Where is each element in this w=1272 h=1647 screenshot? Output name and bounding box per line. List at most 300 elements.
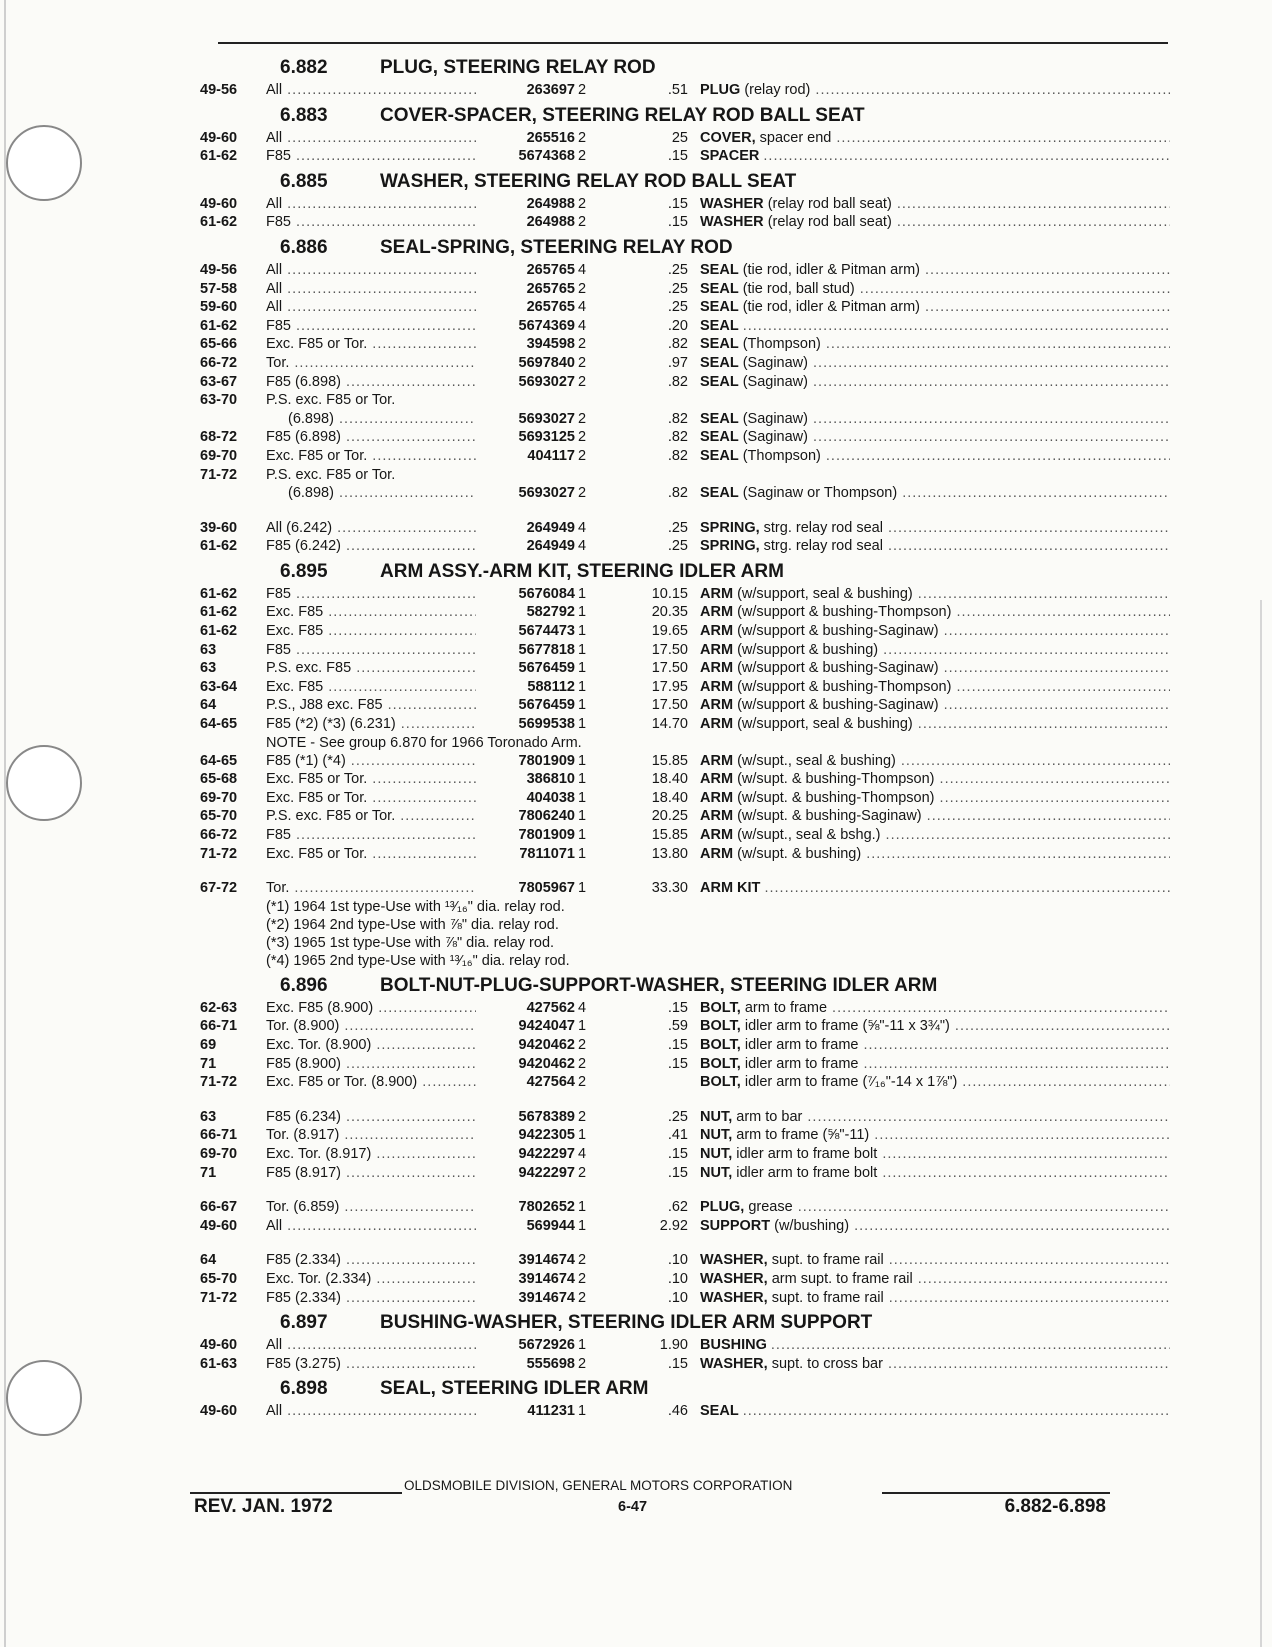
part-number: 7801909: [476, 752, 575, 771]
part-detail: idler arm to frame (⁷⁄₁₆"-14 x 1⅞"): [744, 1074, 958, 1091]
part-number: 9422297: [476, 1164, 575, 1183]
catalog-row: [200, 261, 1170, 280]
part-name: NUT,: [700, 1164, 733, 1181]
part-number: 427564: [476, 1073, 575, 1092]
part-detail: arm to frame: [744, 999, 828, 1016]
price: 13.80: [651, 845, 688, 862]
quantity: 2: [578, 1036, 587, 1053]
quantity: 1: [578, 716, 587, 733]
part-description: [700, 845, 1170, 864]
price: .25: [667, 538, 688, 555]
quantity: 1: [578, 845, 587, 862]
part-name: SEAL: [700, 354, 739, 371]
model-years: 69: [200, 1036, 217, 1053]
application: Tor. .....: [266, 879, 481, 898]
model-years: 57-58: [200, 280, 238, 297]
price: .25: [667, 261, 688, 278]
section-title: WASHER, STEERING RELAY ROD BALL SEAT: [380, 170, 797, 192]
price: 18.40: [651, 771, 688, 788]
part-detail: arm to bar: [736, 1108, 803, 1125]
quantity: 2: [578, 373, 587, 390]
part-number: 5674368: [476, 147, 575, 166]
part-number: 5674369: [476, 317, 575, 336]
part-name: WASHER,: [700, 1270, 768, 1287]
section-header: [200, 169, 1170, 195]
catalog-row: [200, 391, 1170, 410]
part-name: BOLT,: [700, 999, 741, 1016]
catalog-row: [200, 484, 1170, 503]
part-number: 427562: [476, 999, 575, 1018]
price: 25: [671, 129, 688, 146]
part-detail: (Saginaw or Thompson): [742, 485, 898, 502]
page-edge: [1260, 600, 1262, 1647]
application: F85 (8.917) .....: [266, 1164, 481, 1183]
part-description: [700, 1036, 1170, 1055]
part-description: [700, 213, 1170, 232]
price: .10: [667, 1252, 688, 1269]
section-title: BOLT-NUT-PLUG-SUPPORT-WASHER, STEERING IDLER ARM: [380, 974, 938, 996]
part-detail: (relay rod ball seat): [767, 195, 892, 212]
part-number: 7802652: [476, 1198, 575, 1217]
price: 2.92: [659, 1217, 688, 1234]
catalog-row: [200, 585, 1170, 604]
model-years: 49-56: [200, 261, 238, 278]
application: All .....: [266, 195, 481, 214]
catalog-row: [200, 1402, 1170, 1421]
quantity: 2: [578, 82, 587, 98]
part-name: WASHER: [700, 195, 764, 212]
quantity: 1: [578, 1337, 587, 1354]
part-number: 5677818: [476, 641, 575, 660]
catalog-row: [200, 81, 1170, 100]
quantity: 1: [578, 585, 587, 602]
row-gap: [200, 1092, 1170, 1108]
application: F85 (8.900) .....: [266, 1055, 481, 1074]
application: Exc. Tor. (2.334) .....: [266, 1270, 481, 1289]
part-description: [700, 1055, 1170, 1074]
quantity: 1: [578, 827, 587, 843]
model-years: 67-72: [200, 880, 238, 897]
part-name: ARM: [700, 678, 734, 695]
price: .15: [667, 214, 688, 231]
model-years: 61-63: [200, 1355, 238, 1372]
catalog-row: [200, 1055, 1170, 1074]
part-description: [700, 585, 1170, 604]
catalog-row: [200, 1164, 1170, 1183]
part-description: [700, 1402, 1170, 1421]
price: .82: [667, 373, 688, 390]
application: Exc. F85 or Tor. .....: [266, 770, 481, 789]
quantity: 1: [578, 1018, 587, 1035]
application: F85 .....: [266, 147, 481, 166]
catalog-row: [200, 537, 1170, 556]
part-name: ARM: [700, 697, 734, 714]
price: .59: [667, 1018, 688, 1035]
part-name: SEAL: [700, 280, 739, 297]
price: .41: [667, 1127, 688, 1144]
part-description: [700, 428, 1170, 447]
part-detail: (w/supt. & bushing-Saginaw): [737, 808, 922, 825]
quantity: 1: [578, 789, 587, 806]
price: .25: [667, 1108, 688, 1125]
model-years: 49-60: [200, 1217, 238, 1234]
catalog-row: [200, 641, 1170, 660]
model-years: 66-72: [200, 827, 238, 843]
part-description: [700, 696, 1170, 715]
part-number: 265516: [476, 129, 575, 148]
quantity: 2: [578, 1289, 587, 1306]
part-name: ARM: [700, 752, 734, 769]
quantity: 2: [578, 1252, 587, 1269]
part-number: 7811071: [476, 845, 575, 864]
part-name: ARM: [700, 585, 734, 602]
price: 17.50: [651, 641, 688, 658]
application: P.S. exc. F85 or Tor.: [266, 392, 396, 409]
application: Exc. F85 or Tor. .....: [266, 845, 481, 864]
part-description: [700, 678, 1170, 697]
price: .51: [667, 82, 688, 98]
part-name: NUT,: [700, 1127, 733, 1144]
part-name: SEAL: [700, 261, 739, 278]
price: .82: [667, 485, 688, 502]
row-gap: [200, 1235, 1170, 1251]
quantity: 1: [578, 771, 587, 788]
application: Tor. (8.900) .....: [266, 1017, 481, 1036]
quantity: 1: [578, 623, 587, 640]
part-name: SEAL: [700, 317, 739, 334]
part-detail: (w/support, seal & bushing): [737, 716, 913, 733]
part-name: BOLT,: [700, 1036, 741, 1053]
part-detail: idler arm to frame (⅝"-11 x 3¾"): [744, 1018, 950, 1035]
part-name: ARM: [700, 623, 734, 640]
catalog-row: [200, 317, 1170, 336]
section-number: 6.898: [280, 1378, 328, 1400]
model-years: 63-70: [200, 392, 238, 409]
model-years: 65-70: [200, 808, 238, 825]
application: Tor. .....: [266, 354, 481, 373]
part-detail: (w/bushing): [774, 1217, 850, 1234]
quantity: 4: [578, 519, 587, 536]
part-number: 264988: [476, 213, 575, 232]
price: .46: [667, 1403, 688, 1420]
application: P.S. exc. F85 or Tor. .....: [266, 807, 481, 826]
part-name: COVER,: [700, 129, 756, 146]
part-detail: (tie rod, idler & Pitman arm): [742, 299, 920, 316]
application: Exc. F85 .....: [266, 622, 481, 641]
part-name: NUT,: [700, 1108, 733, 1125]
row-gap: [200, 863, 1170, 879]
page-footer: [190, 1478, 1110, 1520]
quantity: 1: [578, 604, 587, 621]
application: P.S., J88 exc. F85 .....: [266, 696, 481, 715]
section-header: [200, 1376, 1170, 1402]
application: (6.898) .....: [266, 410, 503, 429]
catalog-row: [200, 1108, 1170, 1127]
price: 17.50: [651, 697, 688, 714]
quantity: 4: [578, 538, 587, 555]
application: F85 (*1) (*4) .....: [266, 752, 481, 771]
part-number: 7805967: [476, 879, 575, 898]
application: All .....: [266, 129, 481, 148]
part-number: 5672926: [476, 1336, 575, 1355]
part-name: SEAL: [700, 1403, 739, 1420]
catalog-row: [200, 826, 1170, 845]
part-number: 5693027: [476, 410, 575, 429]
part-name: ARM: [700, 808, 734, 825]
quantity: 2: [578, 1074, 587, 1091]
part-name: SEAL: [700, 485, 739, 502]
quantity: 2: [578, 1270, 587, 1287]
price: 1.90: [659, 1337, 688, 1354]
catalog-row: [200, 1251, 1170, 1270]
application: Exc. F85 .....: [266, 603, 481, 622]
application: Exc. Tor. (8.900) .....: [266, 1036, 481, 1055]
part-description: [700, 1270, 1170, 1289]
part-name: ARM: [700, 771, 734, 788]
part-name: PLUG: [700, 82, 741, 98]
part-number: 5697840: [476, 354, 575, 373]
section-number: 6.883: [280, 104, 328, 126]
part-description: [700, 659, 1170, 678]
model-years: 61-62: [200, 317, 238, 334]
part-detail: grease: [748, 1199, 793, 1216]
model-years: 61-62: [200, 623, 238, 640]
part-description: [700, 752, 1170, 771]
model-years: 59-60: [200, 299, 238, 316]
price: .82: [667, 447, 688, 464]
part-name: SEAL: [700, 447, 739, 464]
part-name: SEAL: [700, 373, 739, 390]
part-detail: (Saginaw): [742, 354, 808, 371]
part-number: 404117: [476, 447, 575, 466]
model-years: 64: [200, 1252, 217, 1269]
catalog-row: [200, 1355, 1170, 1374]
quantity: 1: [578, 1403, 587, 1420]
part-description: [700, 1126, 1170, 1145]
part-detail: (w/supt., seal & bshg.): [737, 827, 881, 843]
application: All .....: [266, 81, 481, 100]
model-years: 66-67: [200, 1199, 238, 1216]
part-detail: (Saginaw): [742, 410, 808, 427]
footer-group-range: 6.882-6.898: [1004, 1496, 1106, 1517]
part-number: 5693125: [476, 428, 575, 447]
part-description: [700, 447, 1170, 466]
part-description: [700, 410, 1170, 429]
part-detail: arm supt. to frame rail: [771, 1270, 913, 1287]
catalog-row: [200, 354, 1170, 373]
part-detail: (tie rod, ball stud): [742, 280, 855, 297]
footer-revision: REV. JAN. 1972: [194, 1496, 333, 1517]
model-years: 66-72: [200, 354, 238, 371]
part-name: BOLT,: [700, 1018, 741, 1035]
catalog-note: (*3) 1965 1st type-Use with ⅞" dia. relay rod.: [266, 934, 555, 951]
price: 19.65: [651, 623, 688, 640]
catalog-row: [200, 1036, 1170, 1055]
part-name: ARM: [700, 660, 734, 677]
part-name: ARM: [700, 716, 734, 733]
part-description: [700, 298, 1170, 317]
quantity: 2: [578, 1108, 587, 1125]
catalog-row: [200, 447, 1170, 466]
application: P.S. exc. F85 .....: [266, 659, 481, 678]
model-years: 71-72: [200, 1289, 238, 1306]
part-name: BOLT,: [700, 1055, 741, 1072]
part-detail: (w/support & bushing-Thompson): [737, 678, 952, 695]
part-name: SEAL: [700, 299, 739, 316]
quantity: 4: [578, 261, 587, 278]
quantity: 2: [578, 485, 587, 502]
quantity: 4: [578, 299, 587, 316]
application: All (6.242) .....: [266, 519, 481, 538]
quantity: 4: [578, 317, 587, 334]
catalog-row: [200, 298, 1170, 317]
quantity: 1: [578, 1217, 587, 1234]
part-detail: (w/supt. & bushing-Thompson): [737, 789, 935, 806]
quantity: 1: [578, 752, 587, 769]
part-name: ARM: [700, 641, 734, 658]
price: .15: [667, 1145, 688, 1162]
application: P.S. exc. F85 or Tor.: [266, 466, 396, 483]
part-number: 5693027: [476, 373, 575, 392]
part-detail: spacer end: [759, 129, 832, 146]
section-number: 6.897: [280, 1312, 328, 1334]
application: F85 .....: [266, 826, 481, 845]
part-description: [700, 335, 1170, 354]
part-number: 264988: [476, 195, 575, 214]
part-detail: (relay rod): [744, 82, 811, 98]
part-number: 3914674: [476, 1270, 575, 1289]
part-detail: idler arm to frame: [744, 1036, 859, 1053]
application: F85 (6.898) .....: [266, 373, 481, 392]
part-number: 265765: [476, 298, 575, 317]
quantity: 2: [578, 280, 587, 297]
price: .15: [667, 1036, 688, 1053]
part-number: 411231: [476, 1402, 575, 1421]
catalog-row: [200, 696, 1170, 715]
model-years: 63-64: [200, 678, 238, 695]
catalog-row: [200, 1217, 1170, 1236]
model-years: 66-71: [200, 1127, 238, 1144]
quantity: 1: [578, 808, 587, 825]
price: .15: [667, 1055, 688, 1072]
part-name: BOLT,: [700, 1074, 741, 1091]
quantity: 1: [578, 1127, 587, 1144]
catalog-row: [200, 879, 1170, 898]
application: Exc. F85 .....: [266, 678, 481, 697]
part-description: [700, 999, 1170, 1018]
part-number: 265765: [476, 280, 575, 299]
part-detail: (relay rod ball seat): [767, 214, 892, 231]
part-name: SEAL: [700, 429, 739, 446]
part-detail: idler arm to frame bolt: [736, 1164, 878, 1181]
part-name: SEAL: [700, 410, 739, 427]
application: F85 (6.242) .....: [266, 537, 481, 556]
part-detail: supt. to frame rail: [771, 1252, 884, 1269]
part-description: [700, 373, 1170, 392]
model-years: 65-68: [200, 771, 238, 788]
part-description: [700, 484, 1170, 503]
section-number: 6.886: [280, 236, 328, 258]
application: Tor. (8.917) .....: [266, 1126, 481, 1145]
model-years: 63: [200, 641, 217, 658]
section-number: 6.882: [280, 57, 328, 78]
part-number: 5676459: [476, 659, 575, 678]
model-years: 61-62: [200, 585, 238, 602]
application: Exc. F85 or Tor. (8.900) .....: [266, 1073, 481, 1092]
catalog-row: [200, 1336, 1170, 1355]
part-number: 5674473: [476, 622, 575, 641]
model-years: 63-67: [200, 373, 238, 390]
quantity: 1: [578, 1199, 587, 1216]
binder-hole: [6, 125, 82, 201]
part-name: ARM: [700, 845, 734, 862]
model-years: 71: [200, 1055, 217, 1072]
model-years: 71-72: [200, 466, 238, 483]
section-number: 6.896: [280, 974, 328, 996]
catalog-row: [200, 1126, 1170, 1145]
part-description: [700, 622, 1170, 641]
part-name: ARM: [700, 604, 734, 621]
catalog-row: [200, 752, 1170, 771]
application: (6.898) .....: [266, 484, 503, 503]
part-detail: (w/supt. & bushing-Thompson): [737, 771, 935, 788]
part-detail: (w/support & bushing-Saginaw): [737, 623, 939, 640]
catalog-row: [200, 519, 1170, 538]
footer-rule: [190, 1492, 402, 1494]
quantity: 2: [578, 214, 587, 231]
part-description: [700, 129, 1170, 148]
row-gap: [200, 503, 1170, 519]
quantity: 2: [578, 336, 587, 353]
model-years: 68-72: [200, 429, 238, 446]
part-description: [700, 1164, 1170, 1183]
quantity: 2: [578, 429, 587, 446]
price: 14.70: [651, 716, 688, 733]
part-detail: (w/support & bushing-Thompson): [737, 604, 952, 621]
part-detail: strg. relay rod seal: [763, 538, 883, 555]
application: All .....: [266, 298, 481, 317]
part-number: 555698: [476, 1355, 575, 1374]
quantity: 2: [578, 129, 587, 146]
model-years: 61-62: [200, 538, 238, 555]
catalog-row: [200, 622, 1170, 641]
application: F85 (*2) (*3) (6.231) .....: [266, 715, 481, 734]
application: All .....: [266, 261, 481, 280]
part-detail: (Saginaw): [742, 373, 808, 390]
quantity: 1: [578, 697, 587, 714]
section-title: BUSHING-WASHER, STEERING IDLER ARM SUPPORT: [380, 1312, 873, 1334]
part-number: 588112: [476, 678, 575, 697]
part-description: [700, 603, 1170, 622]
quantity: 1: [578, 678, 587, 695]
price: 33.30: [651, 880, 688, 897]
model-years: 69-70: [200, 1145, 238, 1162]
catalog-row: [200, 807, 1170, 826]
price: 17.95: [651, 678, 688, 695]
part-description: [700, 1217, 1170, 1236]
price: 20.35: [651, 604, 688, 621]
part-description: [700, 826, 1170, 845]
section-title: SEAL-SPRING, STEERING RELAY ROD: [380, 236, 733, 258]
section-header: [200, 103, 1170, 129]
part-detail: (w/supt. & bushing): [737, 845, 862, 862]
catalog-row: [200, 195, 1170, 214]
catalog-row: [200, 373, 1170, 392]
model-years: 49-56: [200, 82, 238, 98]
part-detail: (w/support & bushing): [737, 641, 879, 658]
part-description: [700, 1108, 1170, 1127]
application: F85 (3.275) .....: [266, 1355, 481, 1374]
